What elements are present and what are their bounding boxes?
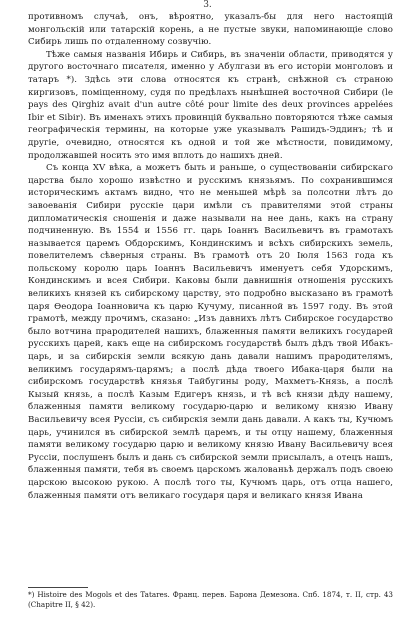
footnote-divider bbox=[28, 587, 88, 588]
paragraph-3: Съ конца XV вѣка, а можетъ быть и раньше, о существованіи сибирскаго царства было хорошо извѣстно и русскимъ князьямъ. По сохранившимся историческимъ актамъ видно, что не меньшей мѣрѣ за полсотни лѣтъ до завоеванія Сибири русскіе цари имѣли съ правителями этой страны дипломатическія сношенія и даже называли на нее дань, какъ на страну подчиненную. Въ 1554 и 1556 гг. царь Іоаннъ Васильевичъ въ грамотахъ называется царемъ Обдорскимъ, Кондинскимъ и всѣхъ сибирскихъ земель, повелителемъ сѣверныя страны. Въ грамотѣ отъ 20 Іюля 1563 года къ польскому королю царь Іоаннъ Васильевичъ именуетъ себя Удорскимъ, Кондинскимъ и всея Сибири. Каковы были давнишнія отношенія русскихъ великихъ князей къ сибирскому царству, это подробно высказано въ грамотѣ царя Ѳеодора Іоанновича къ царю Кучуму, писанной въ 1597 году. Въ этой грамотѣ, между прочимъ, сказано: „Изъ давнихъ лѣтъ Сибирское государство было вотчина прародителей нашихъ, блаженныя памяти великихъ государей русскихъ царей, какъ еще на сибирскомъ государствѣ былъ дѣдъ твой Ибакъ-царь, и за сибирскія земли всякую дань давали нашимъ прародителямъ, великимъ государямъ-царямъ; а послѣ дѣда твоего Ибака-царя были на сибирскомъ государствѣ князья Тайбугины роду, Махметъ-Князь, а послѣ Кызый князь, а послѣ Казым Едигеръ князь, и тѣ всѣ князи дѣду нашему, блаженныя памяти великому государю-царю и великому князю Ивану Васильевичу всея Руссіи, съ сибирскія земли дань давали. А какъ ты, Кучюмъ царь, учинился въ сибирской землѣ царемъ, и ты отцу нашему, блаженныя памяти великому государю царю и великому князю Ивану Васильевичу всея Руссіи, послушенъ былъ и дань съ сибирской земли присылалъ, а отецъ нашъ, блаженныя памяти, тебя въ своемъ царскомъ жалованьѣ держалъ подъ своею царскою высокою рукою. А послѣ того ты, Кучюмъ царь, отъ отца нашего, блаженныя памяти отъ великаго государя царя и великаго князя Ивана bbox=[28, 163, 393, 501]
paragraph-1: противномъ случаѣ, онъ, вѣроятно, указалъ-бы для него настоящій монгольскій или татарскій корень, а не пустые звуки, напоминающіе слово Сибирь лишь по отдаленному созвучію. bbox=[28, 12, 393, 48]
page-body-text bbox=[28, 11, 393, 502]
footnote: *) Histoire des Mogols et des Tatares. Франц. перев. Барона Демезона. Спб. 1874, т. II, стр. 43 (Chapitre II, § 42). bbox=[28, 590, 393, 609]
page-number: 3. bbox=[203, 0, 212, 10]
paragraph-2: Тѣже самыя названія Ибирь и Сибирь, въ значеніи области, приводятся у другого восточнаго писателя, именно у Абулгази въ его исторіи монголовъ и татаръ *). Здѣсь эти слова относятся къ странѣ, снѣжной съ страною киргизовъ, поміщенному, судя по предѣлахъ нынѣшней восточной Сибири (le pays des Qirghiz avait d'un autre côté pour limite des deux provinces appelées Ibir et Sibir). Въ именахъ этихъ провинцій буквально повторяются тѣже самыя географическія термины, на которые уже указывалъ Рашидъ-Эддинъ; тѣ и другіе, очевидно, относятся къ одной и той же мѣстности, повидимому, продолжавшей носить это имя вплоть до нашихъ дней. bbox=[28, 49, 393, 161]
